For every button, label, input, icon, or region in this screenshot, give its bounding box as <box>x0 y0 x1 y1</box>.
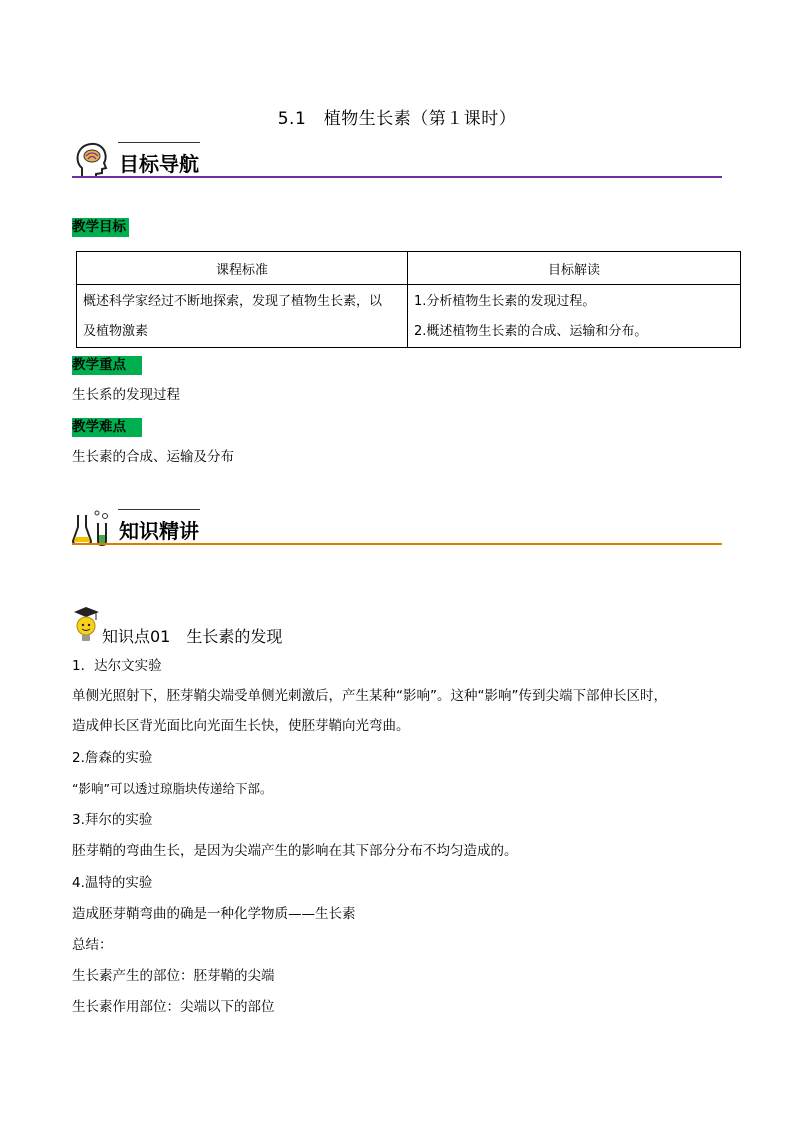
interpretation-line: 1.分析植物生长素的发现过程。 <box>414 294 596 309</box>
section-label: 知识精讲 <box>119 519 199 543</box>
key-point-block <box>72 354 142 373</box>
section-header-goals <box>72 140 722 192</box>
brain-icon <box>72 140 112 180</box>
section-header-knowledge <box>72 507 722 559</box>
lab-flask-icon <box>72 507 112 547</box>
key-point-text: 生长系的发现过程 <box>72 387 180 403</box>
experiment-line: “影响”可以透过琼脂块传递给下部。 <box>72 781 273 796</box>
table-header-row <box>77 252 741 285</box>
section-label: 目标导航 <box>119 152 199 176</box>
table-header-cell: 课程标准 <box>77 252 408 285</box>
table-header-cell: 目标解读 <box>408 252 741 285</box>
teaching-goals-tag: 教学目标 <box>72 218 129 237</box>
standard-line: 概述科学家经过不断地探索，发现了植物生长素，以 <box>83 294 383 309</box>
knowledge-point-header <box>72 606 392 646</box>
standard-line: 及植物激素 <box>83 324 149 339</box>
experiment-heading: 2.詹森的实验 <box>72 750 153 766</box>
experiment-heading: 4.温特的实验 <box>72 875 153 891</box>
section-rule <box>72 176 722 178</box>
experiment-line: 造成伸长区背光面比向光面生长快，使胚芽鞘向光弯曲。 <box>72 718 410 734</box>
interpretation-cell <box>408 285 741 348</box>
course-standards-table <box>76 251 741 348</box>
summary-line: 生长素作用部位：尖端以下的部位 <box>72 999 275 1015</box>
difficulty-block <box>72 416 142 435</box>
table-row <box>77 285 741 348</box>
summary-line: 生长素产生的部位：胚芽鞘的尖端 <box>72 968 275 984</box>
knowledge-point-title: 知识点01 生长素的发现 <box>102 627 283 646</box>
experiment-heading: 3.拜尔的实验 <box>72 812 153 828</box>
difficulty-tag: 教学难点 <box>72 418 142 437</box>
key-point-tag: 教学重点 <box>72 356 142 375</box>
experiment-heading: 1．达尔文实验 <box>72 658 162 674</box>
section-rule <box>72 543 722 545</box>
lightbulb-graduate-icon <box>72 606 102 650</box>
experiment-line: 胚芽鞘的弯曲生长，是因为尖端产生的影响在其下部分分布不均匀造成的。 <box>72 843 518 859</box>
experiment-line: 单侧光照射下，胚芽鞘尖端受单侧光刺激后，产生某种“影响”。这种“影响”传到尖端下部伸长区时， <box>72 688 667 704</box>
summary-label: 总结： <box>72 937 113 953</box>
document-title: 5.1 植物生长素（第１课时） <box>277 109 517 129</box>
teaching-goals-block <box>72 216 129 235</box>
experiment-line: 造成胚芽鞘弯曲的确是一种化学物质——生长素 <box>72 906 356 922</box>
header-topline <box>118 509 200 510</box>
difficulty-text: 生长素的合成、运输及分布 <box>72 449 234 465</box>
header-topline <box>118 142 200 143</box>
standard-cell <box>77 285 408 348</box>
interpretation-line: 2.概述植物生长素的合成、运输和分布。 <box>414 324 648 339</box>
